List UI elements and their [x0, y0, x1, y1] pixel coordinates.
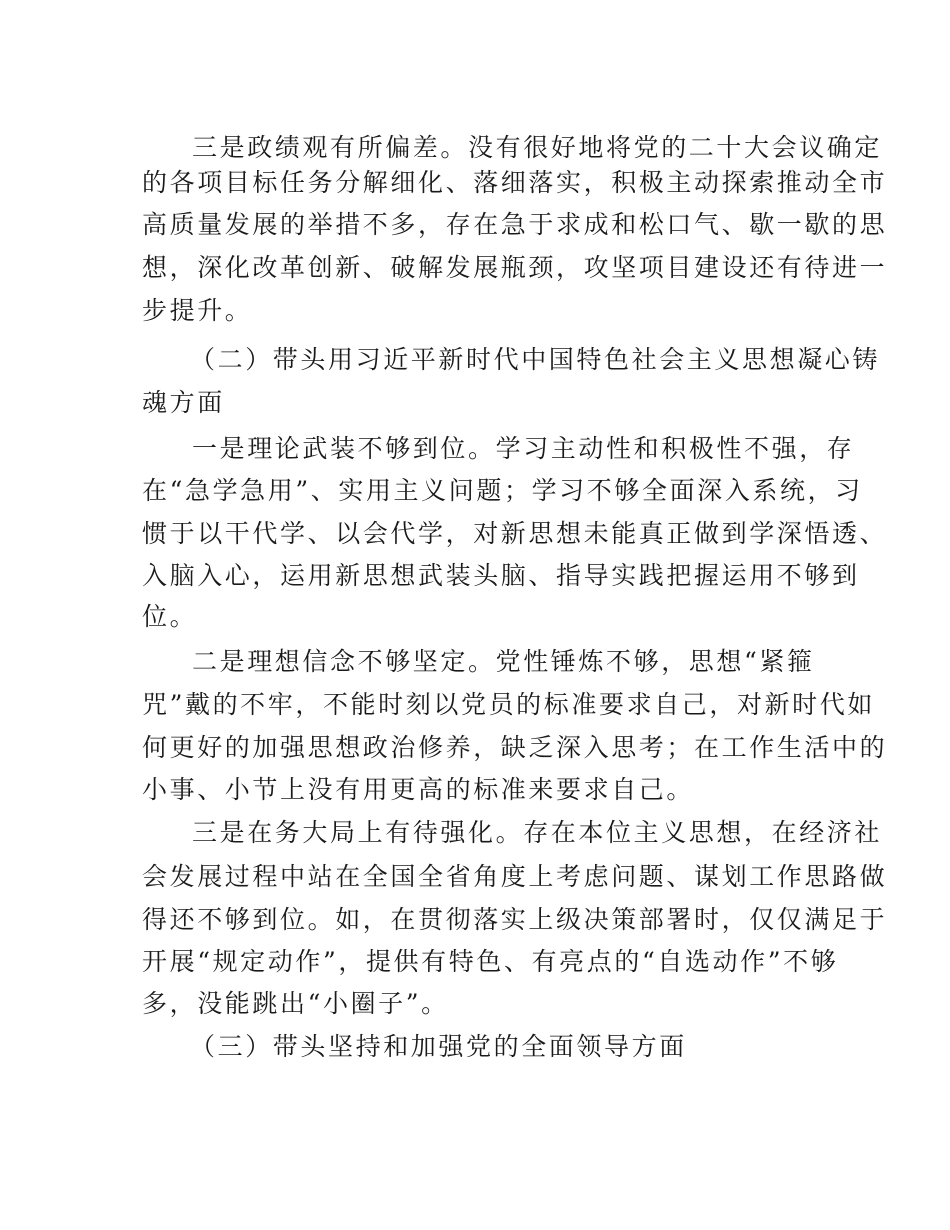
paragraph-line: 一是理论武装不够到位。学习主动性和积极性不强，存 [192, 434, 855, 463]
paragraph-line: 开展“规定动作”，提供有特色、有亮点的“自选动作”不够 [142, 947, 839, 976]
paragraph-line: 多，没能跳出“小圈子”。 [142, 989, 449, 1018]
paragraph-line: 小事、小节上没有用更高的标准来要求自己。 [142, 775, 695, 804]
section-heading: （三）带头坚持和加强党的全面领导方面 [190, 1032, 687, 1061]
section-heading-continuation: 魂方面 [142, 388, 225, 417]
paragraph-line: 会发展过程中站在全国全省角度上考虑问题、谋划工作思路做 [142, 862, 888, 891]
paragraph-line: 在“急学急用”、实用主义问题；学习不够全面深入系统，习 [142, 476, 863, 505]
section-heading: （二）带头用习近平新时代中国特色社会主义思想凝心铸 [190, 345, 881, 374]
paragraph-line: 想，深化改革创新、破解发展瓶颈，攻坚项目建设还有待进一 [142, 253, 888, 282]
paragraph-line: 惯于以干代学、以会代学，对新思想未能真正做到学深悟透、 [142, 519, 888, 548]
paragraph-line: 咒”戴的不牢，不能时刻以党员的标准要求自己，对新时代如 [142, 690, 875, 719]
paragraph-line: 三是政绩观有所偏差。没有很好地将党的二十大会议确定 [192, 133, 883, 162]
paragraph-line: 入脑入心，运用新思想武装头脑、指导实践把握运用不够到 [142, 561, 860, 590]
paragraph-line: 何更好的加强思想政治修养，缺乏深入思考；在工作生活中的 [142, 733, 888, 762]
paragraph-line: 三是在务大局上有待强化。存在本位主义思想，在经济社 [192, 818, 883, 847]
paragraph-line: 高质量发展的举措不多，存在急于求成和松口气、歇一歇的思 [142, 210, 888, 239]
paragraph-line: 的各项目标任务分解细化、落细落实，积极主动探索推动全市 [142, 168, 888, 197]
paragraph-line: 二是理想信念不够坚定。党性锤炼不够，思想“紧箍 [192, 647, 815, 676]
paragraph-line: 得还不够到位。如，在贯彻落实上级决策部署时，仅仅满足于 [142, 905, 888, 934]
paragraph-line: 步提升。 [142, 296, 253, 325]
paragraph-line: 位。 [142, 602, 198, 631]
